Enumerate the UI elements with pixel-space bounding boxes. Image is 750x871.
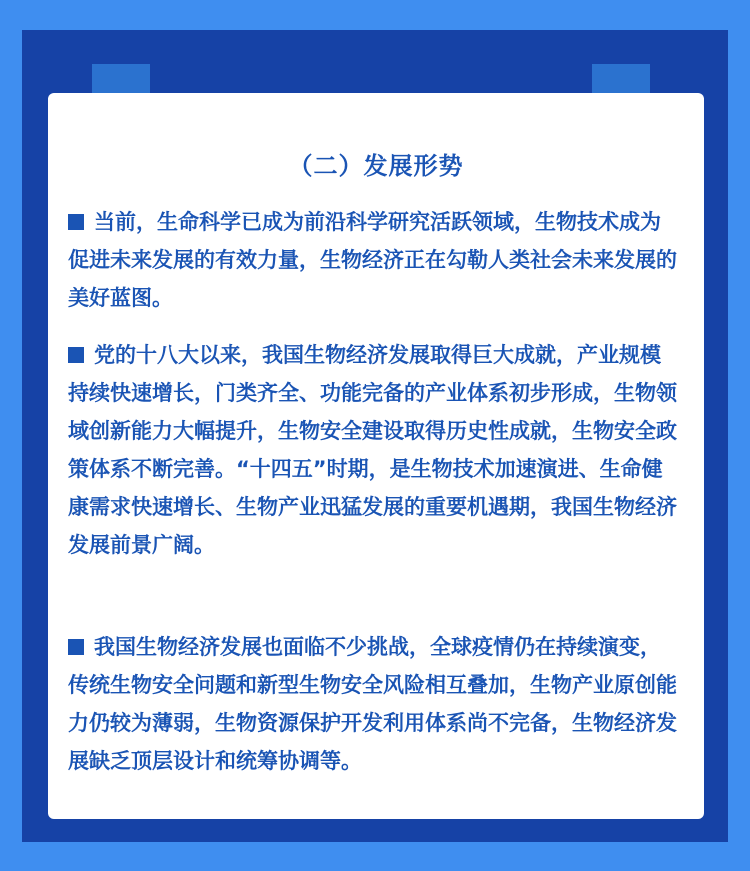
paragraph-current-status — [68, 203, 680, 317]
square-bullet-icon — [68, 639, 84, 655]
paragraph-text: 我国生物经济发展也面临不少挑战，全球疫情仍在持续演变，传统生物安全问题和新型生物安全风险相互叠加，生物产业原创能力仍较为薄弱，生物资源保护开发利用体系尚不完备，生物经济发展缺乏顶层设计和统筹协调等。 — [68, 635, 677, 773]
content-card — [48, 93, 704, 819]
section-title: （二）发展形势 — [288, 152, 464, 180]
square-bullet-icon — [68, 214, 84, 230]
paragraph-challenges — [68, 628, 680, 780]
paragraph-text: 当前，生命科学已成为前沿科学研究活跃领域，生物技术成为促进未来发展的有效力量，生物经济正在勾勒人类社会未来发展的美好蓝图。 — [68, 210, 677, 310]
paragraph-text: 党的十八大以来，我国生物经济发展取得巨大成就，产业规模持续快速增长，门类齐全、功能完备的产业体系初步形成，生物领域创新能力大幅提升，生物安全建设取得历史性成就，生物安全政策体系不断完善。“十四五”时期，是生物技术加速演进、生命健康需求快速增长、生物产业迅猛发展的重要机遇期，我国生物经济发展前景广阔。 — [68, 343, 677, 557]
paragraph-achievements — [68, 336, 680, 564]
square-bullet-icon — [68, 347, 84, 363]
